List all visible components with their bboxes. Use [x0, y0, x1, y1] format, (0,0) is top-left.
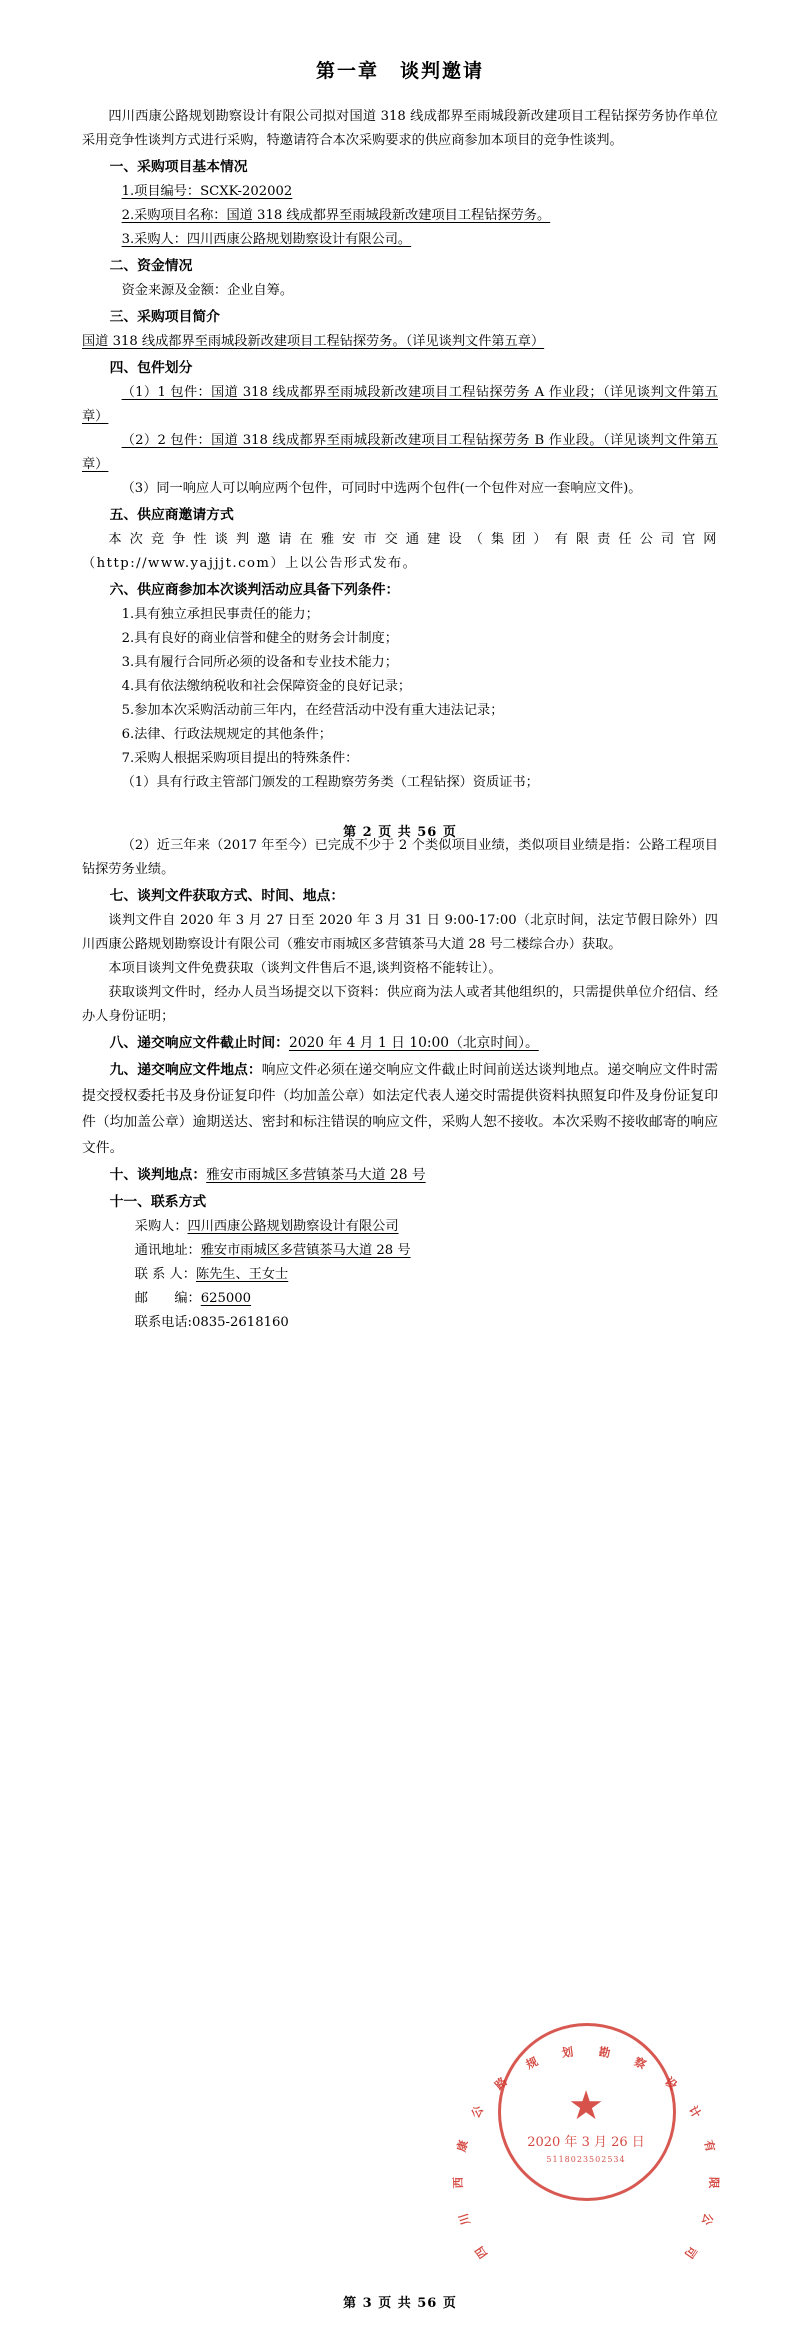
- section-3-item-1: 国道 318 线成都界至雨城段新改建项目工程钻探劳务。（详见谈判文件第五章）: [82, 334, 545, 349]
- section-heading-1: 一、采购项目基本情况: [109, 159, 248, 175]
- section-1-item-1: 1.项目编号：SCXK-202002: [121, 184, 293, 199]
- contact-label-3: 邮 编：: [134, 1291, 201, 1306]
- section-1-item-3: 3.采购人：四川西康公路规划勘察设计有限公司。: [121, 232, 412, 247]
- contact-value-2: 陈先生、王女士: [195, 1267, 289, 1282]
- contact-label-0: 采购人：: [134, 1219, 188, 1234]
- section-7-item-2: 本项目谈判文件免费获取（谈判文件售后不退,谈判资格不能转让）。: [108, 961, 502, 976]
- contact-value-3: 625000: [200, 1291, 252, 1306]
- contact-label-1: 通讯地址：: [134, 1243, 201, 1258]
- intro-paragraph: 四川西康公路规划勘察设计有限公司拟对国道 318 线成都界至雨城段新改建项目工程钻探劳务协作单位采用竞争性谈判方式进行采购，特邀请符合本次采购要求的供应商参加本项目的竞争性谈判。: [82, 109, 718, 148]
- section-heading-10: 十、谈判地点：: [109, 1167, 207, 1183]
- section-7-item-3: 获取谈判文件时，经办人员当场提交以下资料：供应商为法人或者其他组织的，只需提供单位介绍信、经办人身份证明；: [82, 985, 718, 1024]
- document-page-2: [0, 834, 800, 2337]
- section-heading-4: 四、包件划分: [109, 360, 193, 376]
- section-4-item-3: （3）同一响应人可以响应两个包件，可同时中选两个包件(一个包件对应一套响应文件)。: [121, 481, 642, 496]
- section-9-inline: 响应文件必须在递交响应文件截止时间前送达谈判地点。递交响应文件时需提交授权委托书及身份证复印件（均加盖公章）如法定代表人递交时需提供资料执照复印件及身份证复印件（均加盖公章）逾期送达、密封和标注错误的响应文件，采购人恕不接收。本次采购不接收邮寄的响应文件。: [82, 1062, 718, 1156]
- contact-label-2: 联 系 人：: [134, 1267, 196, 1282]
- official-seal: 四 川 西 康 公 路 规 划 勘 察 设 计 有 限 公 司 ★ 2020 年 3 月 26 日 5118023502534: [498, 2023, 674, 2199]
- section-heading-6: 六、供应商参加本次谈判活动应具备下列条件：: [109, 582, 400, 598]
- document-page-1: [0, 0, 800, 840]
- section-6-item-8: （1）具有行政主管部门颁发的工程勘察劳务类（工程钻探）资质证书；: [121, 775, 539, 790]
- section-8-inline: 2020 年 4 月 1 日 10:00（北京时间）。: [288, 1035, 539, 1051]
- section-5-item-1: 本次竞争性谈判邀请在雅安市交通建设（集团）有限责任公司官网（http://www.yajjjt.com）上以公告形式发布。: [82, 532, 718, 571]
- section-6-item-2: 2.具有良好的商业信誉和健全的财务会计制度；: [121, 631, 398, 646]
- section-heading-2: 二、资金情况: [109, 258, 193, 274]
- page-number-3: 第 3 页 共 56 页: [343, 2296, 457, 2311]
- section-6-item-6: 6.法律、行政法规规定的其他条件；: [121, 727, 332, 742]
- section-heading-7: 七、谈判文件获取方式、时间、地点：: [109, 888, 345, 904]
- page-title: 第一章 谈判邀请: [315, 60, 484, 82]
- contact-value-0: 四川西康公路规划勘察设计有限公司: [187, 1219, 399, 1234]
- section-heading-9: 九、递交响应文件地点：: [109, 1062, 262, 1078]
- section-heading-5: 五、供应商邀请方式: [109, 507, 234, 523]
- section-4-item-2: （2）2 包件：国道 318 线成都界至雨城段新改建项目工程钻探劳务 B 作业段。（详见谈判文件第五章）: [82, 433, 718, 472]
- section-heading-8: 八、递交响应文件截止时间：: [109, 1035, 289, 1051]
- page-number-2: 第 2 页 共 56 页: [343, 825, 457, 840]
- section-10-inline: 雅安市雨城区多营镇茶马大道 28 号: [206, 1167, 426, 1183]
- section-6-item-7: 7.采购人根据采购项目提出的特殊条件：: [121, 751, 359, 766]
- section-6-item-5: 5.参加本次采购活动前三年内，在经营活动中没有重大违法记录；: [121, 703, 504, 718]
- contact-value-1: 雅安市雨城区多营镇茶马大道 28 号: [200, 1243, 411, 1258]
- continued-item: （2）近三年来（2017 年至今）已完成不少于 2 个类似项目业绩，类似项目业绩是指：公路工程项目钻探劳务业绩。: [82, 838, 718, 877]
- seal-code: 5118023502534: [546, 2155, 626, 2164]
- section-7-item-1: 谈判文件自 2020 年 3 月 27 日至 2020 年 3 月 31 日 9:00-17:00（北京时间，法定节假日除外）四川西康公路规划勘察设计有限公司（雅安市雨城区多营镇茶马大道 28 号二楼综合办）获取。: [82, 913, 718, 952]
- section-6-item-1: 1.具有独立承担民事责任的能力；: [121, 607, 319, 622]
- section-heading-11: 十一、联系方式: [109, 1194, 207, 1210]
- seal-date: 2020 年 3 月 26 日: [527, 2135, 645, 2150]
- seal-star-icon: ★: [568, 2083, 604, 2130]
- section-heading-3: 三、采购项目简介: [109, 309, 220, 325]
- section-4-item-1: （1）1 包件：国道 318 线成都界至雨城段新改建项目工程钻探劳务 A 作业段；（详见谈判文件第五章）: [82, 385, 718, 424]
- section-6-item-3: 3.具有履行合同所必须的设备和专业技术能力；: [121, 655, 398, 670]
- contact-value-4: 0835-2618160: [192, 1315, 289, 1330]
- section-2-item-1: 资金来源及金额：企业自筹。: [121, 283, 294, 298]
- section-6-item-4: 4.具有依法缴纳税收和社会保障资金的良好记录；: [121, 679, 412, 694]
- section-1-item-2: 2.采购项目名称：国道 318 线成都界至雨城段新改建项目工程钻探劳务。: [121, 208, 551, 223]
- contact-label-4: 联系电话:: [134, 1315, 192, 1330]
